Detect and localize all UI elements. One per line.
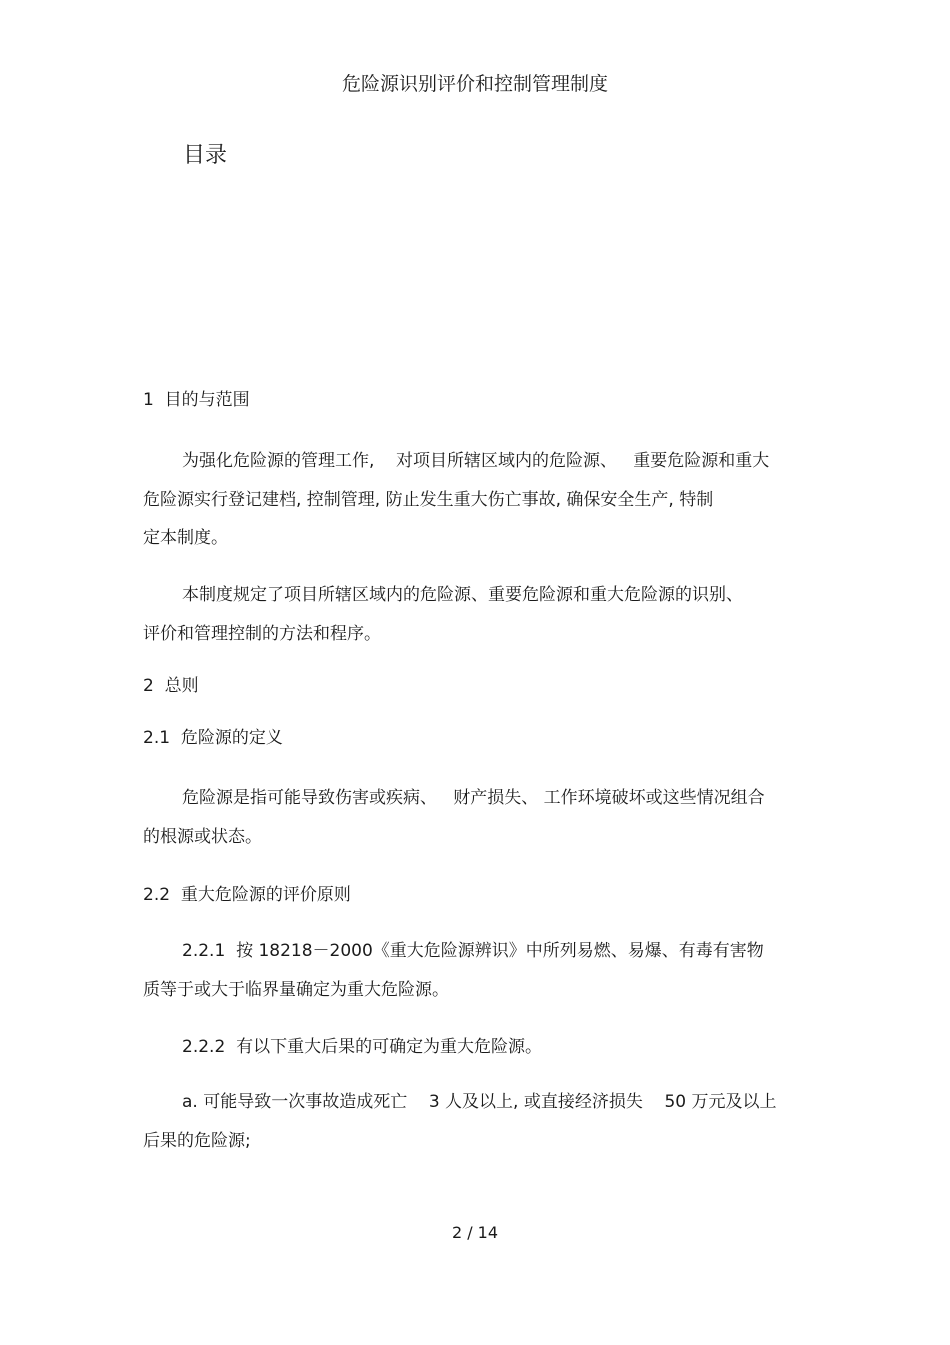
- section-2-1-paragraph-line-1: 危险源是指可能导致伤害或疾病、 财产损失、 工作环境破坏或这些情况组合: [182, 788, 765, 808]
- section-2-1-paragraph-line-2: 的根源或状态。: [143, 827, 262, 847]
- section-1-paragraph-1-line-2: 危险源实行登记建档, 控制管理, 防止发生重大伤亡事故, 确保安全生产, 特制: [143, 490, 714, 510]
- item-a-line-2: 后果的危险源;: [143, 1131, 251, 1151]
- page-number: 2 / 14: [451, 1223, 499, 1242]
- section-2-2-heading: 2.2 重大危险源的评价原则: [143, 885, 351, 905]
- toc-heading: 目录: [183, 143, 228, 168]
- section-1-heading: 1 目的与范围: [143, 390, 250, 410]
- section-2-2-2-text: 2.2.2 有以下重大后果的可确定为重大危险源。: [182, 1037, 543, 1057]
- section-2-heading: 2 总则: [143, 676, 199, 696]
- document-title: 危险源识别评价和控制管理制度: [341, 73, 608, 95]
- section-1-paragraph-1-line-3: 定本制度。: [143, 528, 228, 548]
- section-1-paragraph-1-line-1: 为强化危险源的管理工作, 对项目所辖区域内的危险源、 重要危险源和重大: [182, 451, 770, 471]
- section-1-paragraph-2-line-2: 评价和管理控制的方法和程序。: [143, 624, 381, 644]
- section-2-1-heading: 2.1 危险源的定义: [143, 728, 283, 748]
- section-1-paragraph-2-line-1: 本制度规定了项目所辖区域内的危险源、重要危险源和重大危险源的识别、: [182, 585, 743, 605]
- section-2-2-1-line-1: 2.2.1 按 18218－2000《重大危险源辨识》中所列易燃、易爆、有毒有害物: [182, 941, 764, 961]
- item-a-line-1: a. 可能导致一次事故造成死亡 3 人及以上, 或直接经济损失 50 万元及以上: [182, 1092, 777, 1112]
- section-2-2-1-line-2: 质等于或大于临界量确定为重大危险源。: [143, 980, 449, 1000]
